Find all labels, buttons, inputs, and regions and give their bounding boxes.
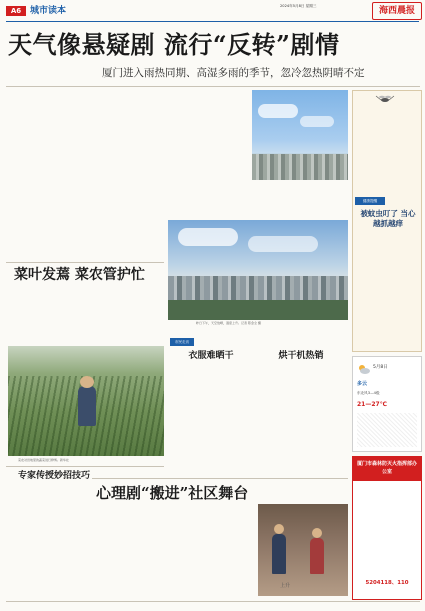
lead-col-1 bbox=[8, 90, 86, 258]
notes-text-b bbox=[256, 366, 348, 468]
veg-headline: 菜叶发蔫 菜农管护忙 bbox=[14, 267, 145, 283]
community-text bbox=[94, 508, 254, 598]
weather-wind: 东北风3—4级 bbox=[357, 391, 380, 395]
weather-box bbox=[352, 356, 422, 452]
community-photo-caption: 上升 bbox=[280, 583, 291, 589]
weather-condition: 多云 bbox=[357, 381, 368, 387]
cloudy-icon bbox=[357, 363, 371, 375]
hotline-number: 5204118、110 bbox=[365, 580, 409, 586]
brand-logo bbox=[372, 2, 422, 20]
brand-text: 海西晨报 bbox=[378, 6, 415, 16]
notes-title-b: 烘干机热销 bbox=[278, 351, 324, 361]
photo-city-skyline bbox=[168, 220, 348, 320]
health-tip-tag: 健康提醒 bbox=[355, 197, 385, 205]
photo-vegetable-field bbox=[8, 346, 164, 456]
veg-photo-caption: 菜农对田地里的蔬菜进行修剪。新华社 bbox=[18, 458, 70, 462]
photo-caption-2: 昨日下午，天空放晴，湿度上升。记者 陈金全 摄 bbox=[196, 321, 261, 325]
notes-text-a bbox=[170, 366, 250, 468]
lead-headline: 天气像悬疑剧 流行“反转”剧情 bbox=[8, 30, 340, 59]
lead-col-3 bbox=[168, 90, 242, 218]
health-tip-title: 被蚊虫叮了 当心越抓越痒 bbox=[360, 209, 416, 228]
masthead-rule bbox=[6, 21, 419, 22]
photo-community-stage bbox=[258, 504, 348, 596]
weather-temp: 21—27℃ bbox=[357, 401, 387, 408]
page-code: A6 bbox=[6, 6, 26, 16]
weather-date: 5月8日 bbox=[373, 365, 388, 370]
lead-col-2 bbox=[90, 90, 164, 266]
expert-headline: 专家传授妙招技巧 bbox=[18, 471, 91, 481]
hotline-box bbox=[352, 456, 422, 600]
veg-text bbox=[8, 290, 164, 342]
photo-sunny-sky bbox=[252, 90, 348, 180]
expert-text bbox=[8, 486, 90, 598]
health-tip-box bbox=[352, 90, 422, 352]
hotline-text bbox=[357, 485, 417, 573]
health-tip-text bbox=[357, 233, 417, 349]
notes-tag: 市民走访 bbox=[170, 338, 194, 346]
notes-title-a: 衣服难晒干 bbox=[188, 351, 234, 361]
lead-subhead: 厦门进入雨热同期、高湿多雨的季节，忽冷忽热阴晴不定 bbox=[102, 67, 365, 79]
hotline-title: 厦门市森林防灭火指挥部办公室 bbox=[356, 461, 417, 475]
section-title: 城市读本 bbox=[30, 6, 67, 16]
community-headline: 心理剧“搬进”社区舞台 bbox=[96, 484, 249, 502]
mosquito-icon bbox=[374, 93, 396, 105]
date-line: 2024年5月8日 星期三 bbox=[280, 4, 317, 8]
